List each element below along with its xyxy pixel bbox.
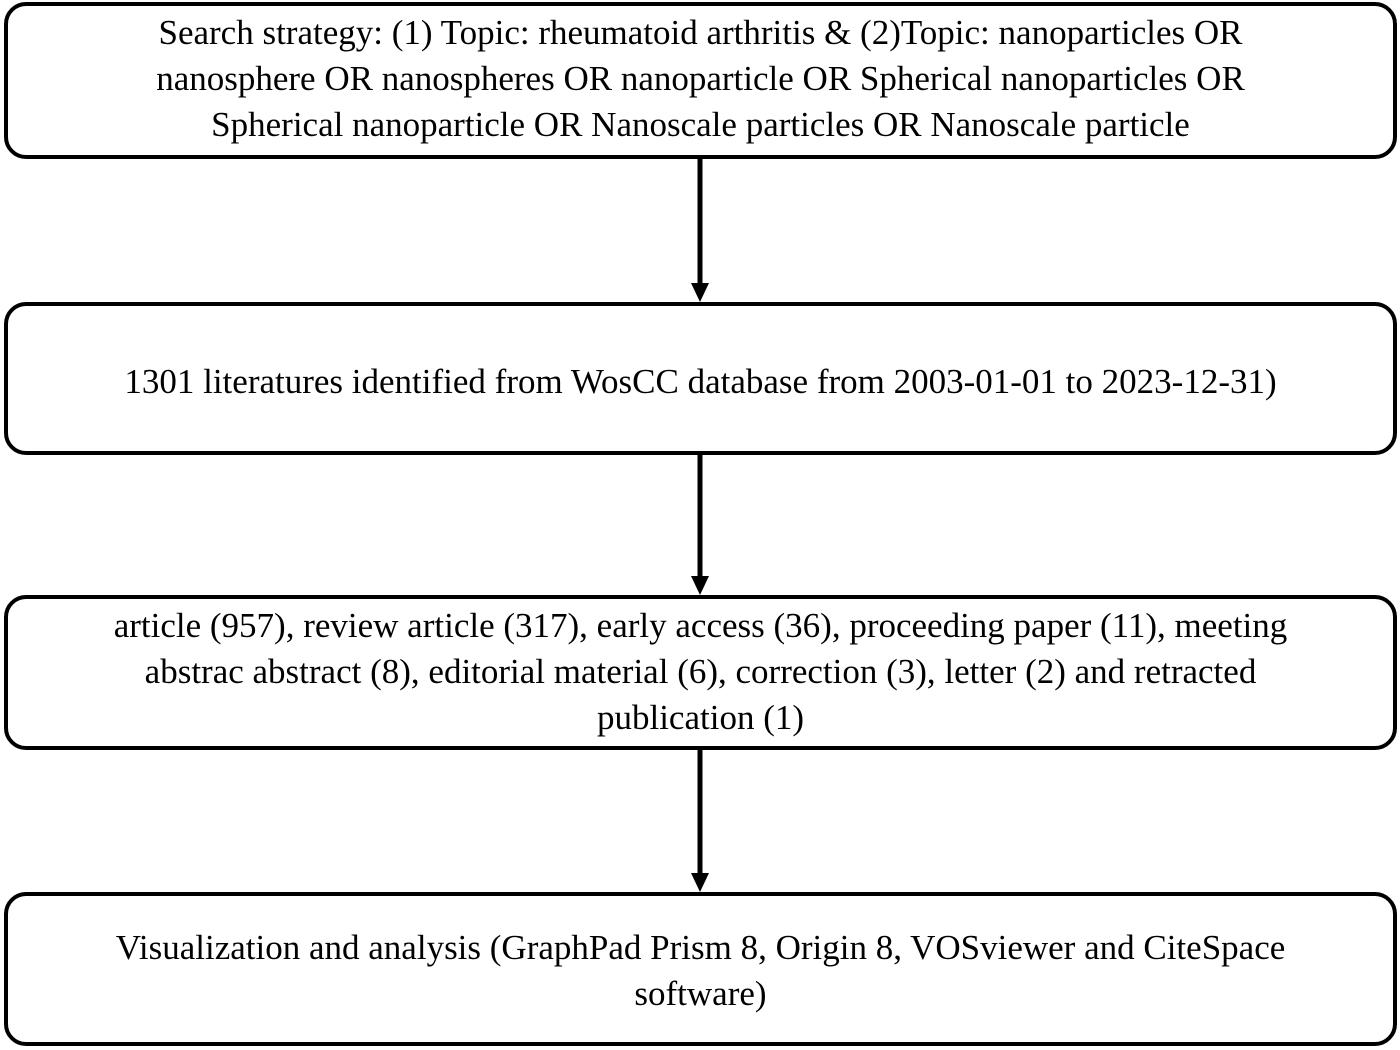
flow-step-search-strategy (4, 2, 1397, 159)
arrow-step3-to-step4 (691, 750, 709, 892)
arrow-step1-to-step2 (691, 159, 709, 302)
arrow-step2-to-step3 (691, 455, 709, 595)
flow-step-search-strategy-text: Search strategy: (1) Topic: rheumatoid arthritis & (2)Topic: nanoparticles OR nanosphere OR nanospheres OR nanoparticle OR Spherical nanoparticles OR Spherical nanoparticle OR Nanoscale particles OR Nanoscale particle (156, 12, 1245, 144)
flow-step-document-types (4, 595, 1397, 750)
flow-step-literatures-identified-text: 1301 literatures identified from WosCC database from 2003-01-01 to 2023-12-31) (124, 361, 1277, 401)
flow-step-document-types-text: article (957), review article (317), early access (36), proceeding paper (11), meeting abstrac abstract (8), editorial material (6), correction (3), letter (2) and retracted publication (1) (113, 605, 1288, 737)
flow-step-literatures-identified (4, 302, 1397, 455)
flow-step-visualization-analysis-text: Visualization and analysis (GraphPad Prism 8, Origin 8, VOSviewer and CiteSpace software) (115, 928, 1286, 1013)
flow-step-visualization-analysis (4, 892, 1397, 1046)
